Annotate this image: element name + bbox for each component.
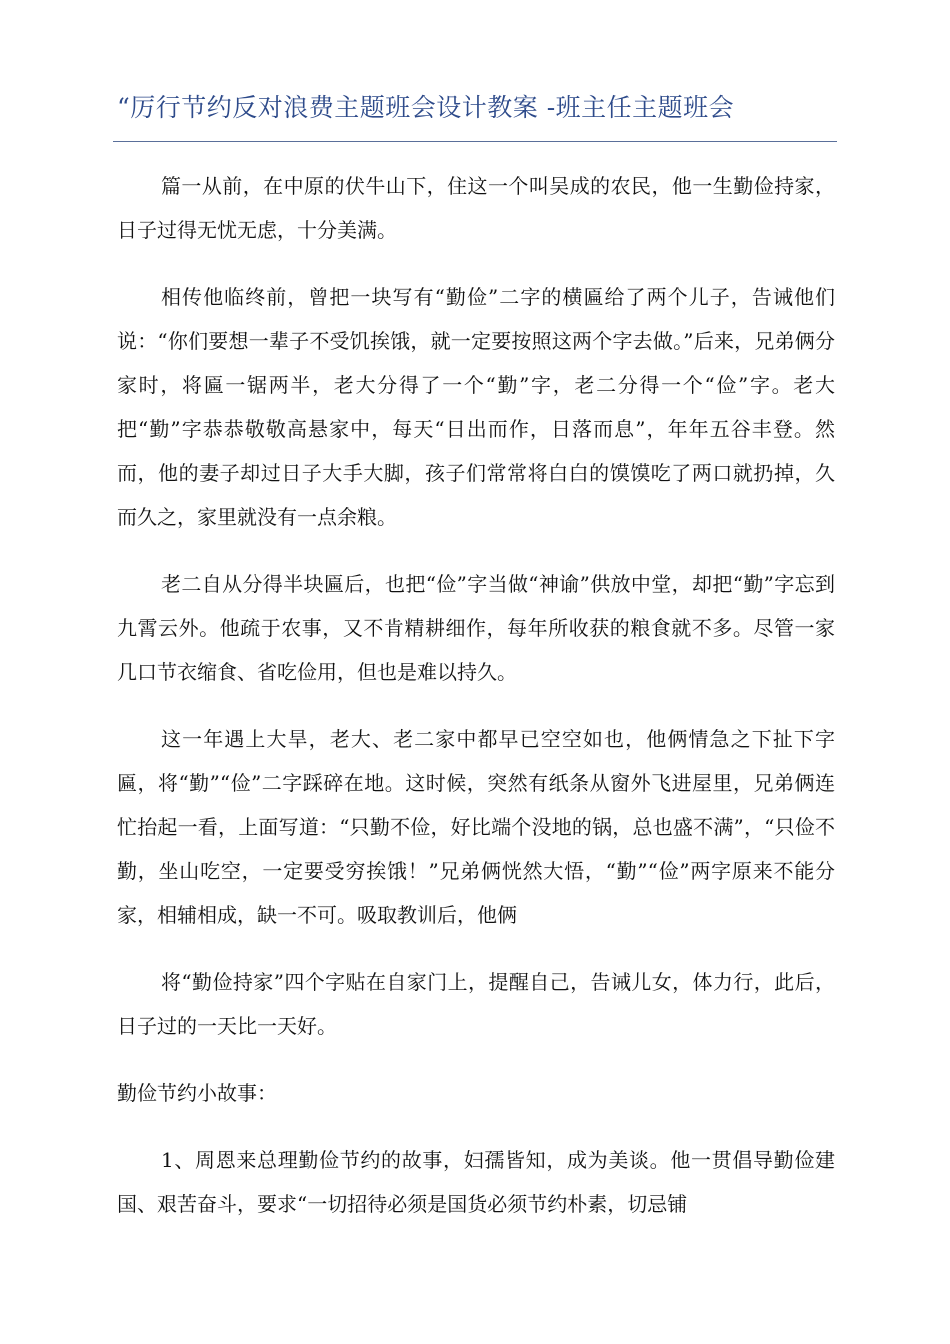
- title-divider: [113, 141, 837, 142]
- section-heading-stories: 勤俭节约小故事：: [117, 1081, 277, 1105]
- paragraph-ending: 将“勤俭持家”四个字贴在自家门上，提醒自己，告诫儿女，体力行，此后，日子过的一天比一天好。: [117, 970, 835, 1038]
- document-title: “厉行节约反对浪费主题班会设计教案 -班主任主题班会: [117, 93, 735, 122]
- document-body: [117, 164, 835, 1249]
- paragraph-drought: 这一年遇上大旱，老大、老二家中都早已空空如也，他俩情急之下扯下字匾，将“勤”“俭”二字踩碎在地。这时候，突然有纸条从窗外飞进屋里，兄弟俩连忙抬起一看，上面写道：“只勤不俭，好比端个没地的锅，总也盛不满”，“只俭不勤，坐山吃空，一定要受穷挨饿！”兄弟俩恍然大悟，“勤”“俭”两字原来不能分家，相辅相成，缺一不可。吸取教训后，他俩: [117, 727, 835, 927]
- paragraph-story-intro: 篇一从前，在中原的伏牛山下，住这一个叫吴成的农民，他一生勤俭持家，日子过得无忧无虑，十分美满。: [117, 174, 835, 242]
- paragraph-zhou-enlai: 1、周恩来总理勤俭节约的故事，妇孺皆知，成为美谈。他一贯倡导勤俭建国、艰苦奋斗，要求“一切招待必须是国货必须节约朴素，切忌铺: [117, 1148, 835, 1216]
- paragraph-second-brother: 老二自从分得半块匾后，也把“俭”字当做“神谕”供放中堂，却把“勤”字忘到九霄云外。他疏于农事，又不肯精耕细作，每年所收获的粮食就不多。尽管一家几口节衣缩食、省吃俭用，但也是难以持久。: [117, 572, 835, 684]
- paragraph-inheritance: 相传他临终前，曾把一块写有“勤俭”二字的横匾给了两个儿子，告诫他们说：“你们要想一辈子不受饥挨饿，就一定要按照这两个字去做。”后来，兄弟俩分家时，将匾一锯两半，老大分得了一个“勤”字，老二分得一个“俭”字。老大把“勤”字恭恭敬敬高悬家中，每天“日出而作，日落而息”，年年五谷丰登。然而，他的妻子却过日子大手大脚，孩子们常常将白白的馍馍吃了两口就扔掉，久而久之，家里就没有一点余粮。: [117, 285, 835, 529]
